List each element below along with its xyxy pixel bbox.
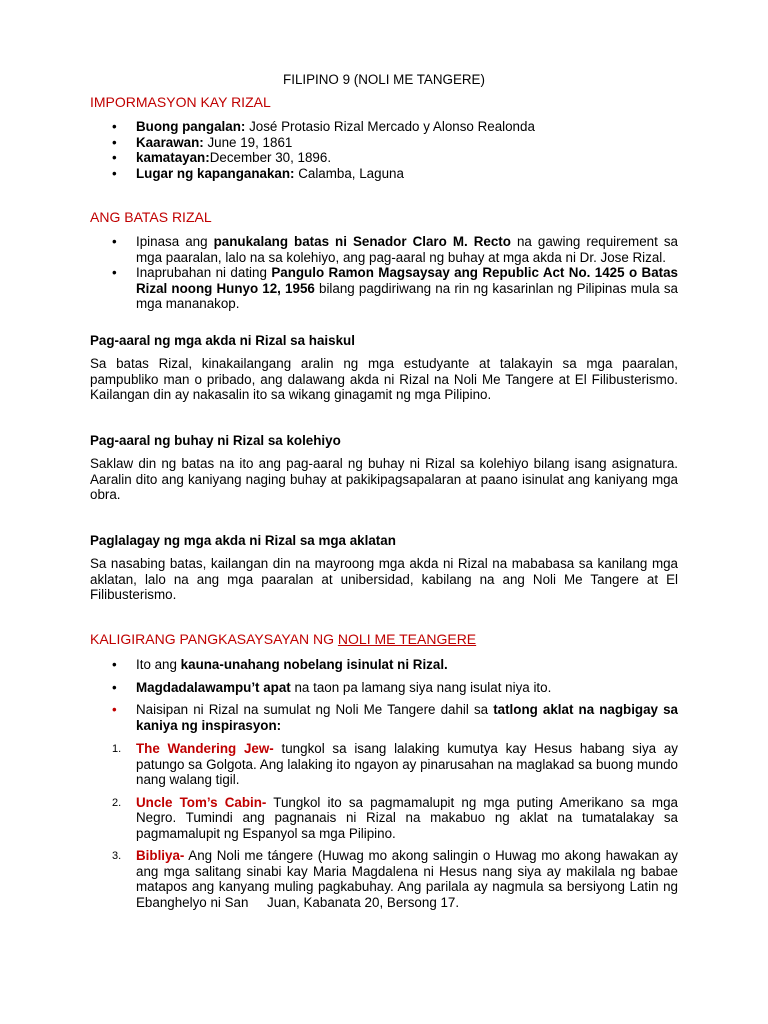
list-item: • Naisipan ni Rizal na sumulat ng Noli Me Tangere dahil sa tatlong aklat na nagbigay sa kaniya ng inspirasyon:: [112, 702, 678, 733]
section-heading-batas-rizal: ANG BATAS RIZAL: [90, 209, 212, 225]
batas-rizal-list: [90, 234, 678, 312]
list-item: 2. Uncle Tom’s Cabin- Tungkol ito sa pagmamalupit ng mga puting Amerikano sa mga Negro. Tumindi ang pagnanais ni Rizal na makabuo ng aklat na tumatalakay sa pagmamalupit ng Espanyol sa mga Pilipino.: [112, 794, 678, 841]
list-item: • Magdadalawampu’t apat na taon pa lamang siya nang isulat niya ito.: [112, 679, 552, 695]
bullet-icon: •: [112, 679, 117, 695]
bullet-icon: •: [112, 265, 117, 280]
subheading-aklatan: Paglalagay ng mga akda ni Rizal sa mga aklatan: [90, 533, 396, 548]
heading-underlined-title: NOLI ME TEANGERE: [337, 631, 477, 647]
list-item: • Lugar ng kapanganakan: Calamba, Laguna: [112, 165, 404, 181]
document-title: FILIPINO 9 (NOLI ME TANGERE): [283, 72, 485, 87]
book-title: Bibliya-: [136, 848, 185, 863]
bullet-icon: •: [112, 134, 117, 150]
bullet-icon: •: [112, 702, 117, 717]
list-item: • Ipinasa ang panukalang batas ni Senador Claro M. Recto na gawing requirement sa mga paaralan, lalo na sa kolehiyo, ang pag-aaral ng buhay at mga akda ni Dr. Jose Rizal.: [112, 234, 678, 265]
book-title: The Wandering Jew-: [136, 741, 274, 756]
list-item: • Buong pangalan: José Protasio Rizal Mercado y Alonso Realonda: [112, 119, 535, 134]
section-heading-impormasyon: IMPORMASYON KAY RIZAL: [90, 94, 271, 110]
rizal-info-list: [90, 119, 678, 181]
bullet-icon: •: [112, 657, 117, 672]
bullet-icon: •: [112, 150, 117, 165]
subheading-haiskul: Pag-aaral ng mga akda ni Rizal sa haiskul: [90, 333, 355, 348]
list-number: 2.: [112, 796, 122, 809]
bullet-icon: •: [112, 119, 117, 134]
kaligirang-list: [90, 657, 678, 740]
bullet-icon: •: [112, 165, 117, 181]
inspiration-books-list: [90, 741, 682, 917]
list-item: 3. Bibliya- Ang Noli me tángere (Huwag mo akong salingin o Huwag mo akong hawakan ay ang mga salitang sinabi kay Maria Magdalena ni Hesus nang siya ay makilala ng babae matapos ang kanyang muling pagkabuhay. Ang parilala ay nagmula sa bersiyong Latin ng Ebanghelyo ni San Juan, Kabanata 20, Bersong 17.: [112, 848, 682, 910]
list-item: 1. The Wandering Jew- tungkol sa isang lalaking kumutya kay Hesus habang siya ay patungo sa Golgota. Ang lalaking ito ngayon ay pinarusahan na maglakad sa buong mundo nang walang tigil.: [112, 741, 678, 787]
paragraph-aklatan: Sa nasabing batas, kailangan din na mayroong mga akda ni Rizal na mababasa sa kanilang mga aklatan, lalo na ang mga paaralan at unibersidad, kabilang na ang Noli Me Tangere at El Filibusterismo.: [90, 556, 678, 602]
list-number: 3.: [112, 850, 122, 862]
list-item: • Kaarawan: June 19, 1861: [112, 134, 293, 150]
paragraph-haiskul: Sa batas Rizal, kinakailangang aralin ng mga estudyante at talakayin sa mga paaralan, pampubliko man o pribado, ang dalawang akda ni Rizal na Noli Me Tangere at El Filibusterismo. Kailangan din ay nakasalin ito sa wikang ginagamit ng mga Pilipino.: [90, 356, 678, 402]
paragraph-kolehiyo: Saklaw din ng batas na ito ang pag-aaral ng buhay ni Rizal sa kolehiyo bilang isang asignatura. Aaralin dito ang kaniyang naging buhay at pakikipagsapalaran at paano isinulat ang kaniyang mga obra.: [90, 456, 678, 502]
list-number: 1.: [112, 743, 122, 755]
list-item: • Ito ang kauna-unahang nobelang isinulat ni Rizal.: [112, 657, 448, 672]
bullet-icon: •: [112, 234, 117, 249]
book-title: Uncle Tom’s Cabin-: [136, 794, 267, 810]
subheading-kolehiyo: Pag-aaral ng buhay ni Rizal sa kolehiyo: [90, 433, 341, 448]
list-item: • Inaprubahan ni dating Pangulo Ramon Magsaysay ang Republic Act No. 1425 o Batas Rizal noong Hunyo 12, 1956 bilang pagdiriwang na rin ng kasarinlan ng Pilipinas mula sa mga mananakop.: [112, 265, 678, 311]
list-item: • kamatayan:December 30, 1896.: [112, 150, 332, 165]
section-heading-kaligirang: KALIGIRANG PANGKASAYSAYAN NG NOLI ME TEANGERE: [90, 631, 477, 647]
